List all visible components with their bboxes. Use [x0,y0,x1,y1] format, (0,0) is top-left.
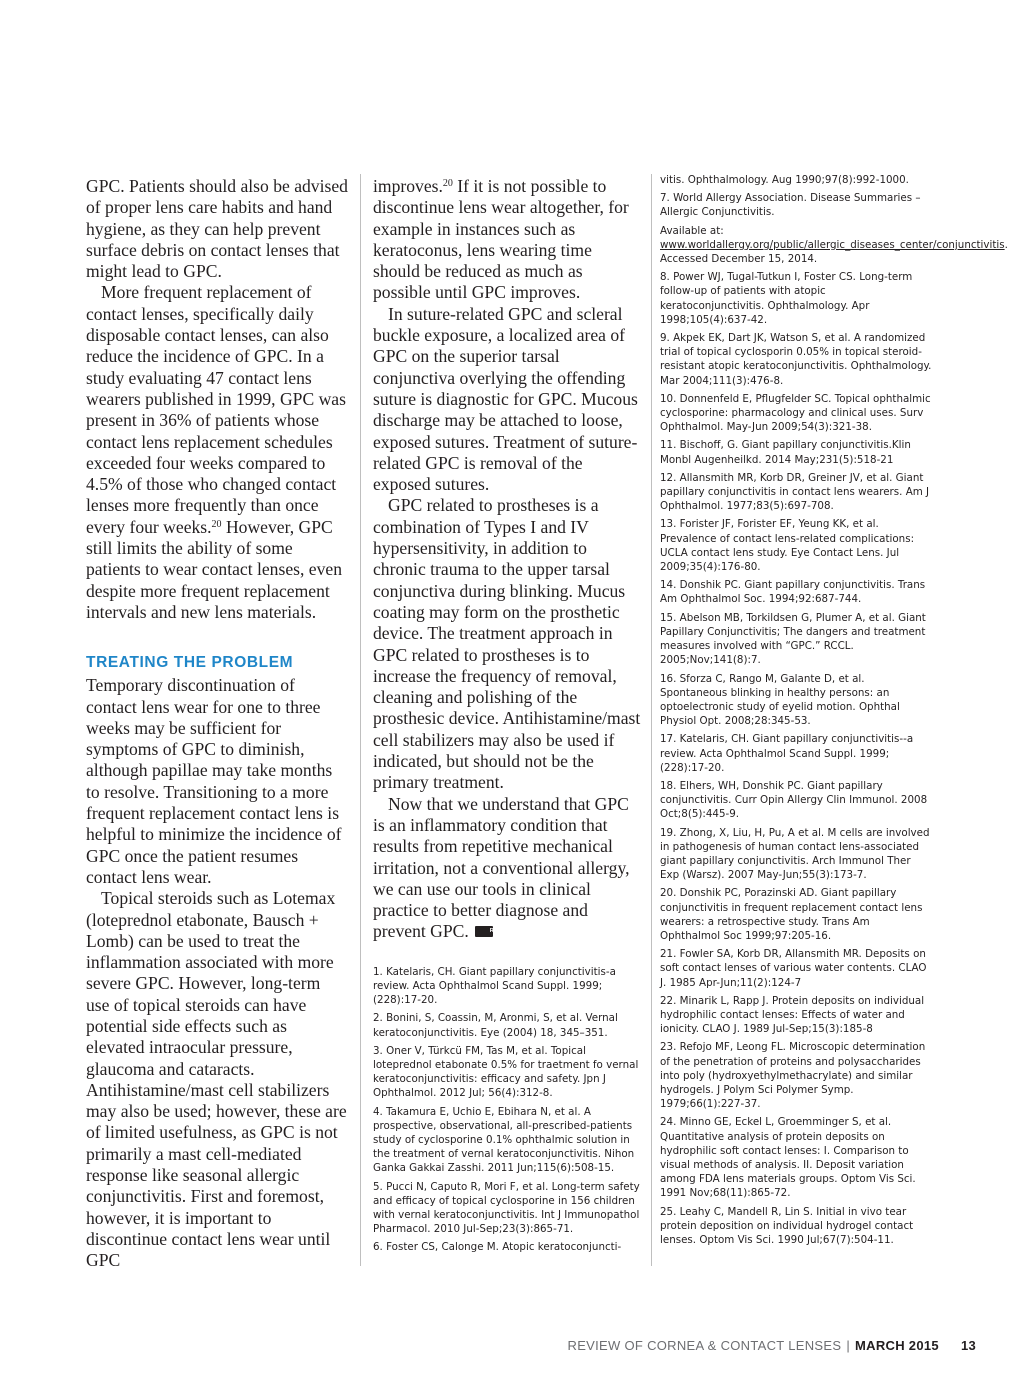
page-footer [568,1338,976,1353]
paragraph-text: More frequent replacement of contact lenses, specifically daily disposable contact lenses, can also reduce the incidence of GPC. In a study evaluating 47 contact lens wearers published in 1999, GPC was present in 36% of patients whose contact lens replacement schedules exceeded four weeks compared to 4.5% of those who changed contact lenses more frequently than once every four weeks. [86,282,346,537]
reference-item: 17. Katelaris, CH. Giant papillary conjunctivitis--a review. Acta Ophthalmol Scand Suppl. 1999;(228):17-20. [660,733,914,774]
paragraph-text: If it is not possible to discontinue lens wear altogether, for example in instances such as keratoconus, lens wearing time should be reduced as much as possible until GPC improves. [373,176,629,303]
reference-item: 22. Minarik L, Rapp J. Protein deposits on individual hydrophilic contact lenses: Effects of water and ionicity. CLAO J. 1989 Jul-Sep;15(3):185-8 [660,994,925,1036]
citation-superscript: 20 [211,518,222,530]
article-column-2 [373,176,641,1259]
reference-item: 21. Fowler SA, Korb DR, Allansmith MR. Deposits on soft contact lenses of various water contents. CLAO J. 1985 Apr-Jun;11(2):124-7 [660,948,927,989]
reference-item: 25. Leahy C, Mandell R, Lin S. Initial in vivo tear protein deposition on individual hydrogel contact lenses. Optom Vis Sci. 1990 Jul;67(7):504-11. [660,1205,914,1247]
reference-item: 18. Elhers, WH, Donshik PC. Giant papillary conjunctivitis. Curr Opin Allergy Clin Immunol. 2008 Oct;8(5):445-9. [660,779,928,821]
reference-item: 20. Donshik PC, Porazinski AD. Giant papillary conjunctivitis in frequent replacement contact lens wearers: a retrospective study. Trans Am Ophthalmol Soc 1999;97:205-16. [660,887,923,942]
reference-availability [660,224,1008,267]
reference-item: 13. Forister JF, Forister EF, Yeung KK, et al. Prevalence of contact lens-related complications: UCLA contact lens study. Eye Contact Lens. Jul 2009;35(4):176-80. [660,518,915,574]
column-divider [651,174,652,1266]
references-column [660,173,1008,1251]
section-heading: TREATING THE PROBLEM [86,654,294,672]
paragraph: GPC. Patients should also be advised of proper lens care habits and hand hygiene, as they can help prevent surface debris on contact lenses that might lead to GPC. [86,176,348,282]
paragraph-text: Now that we understand that GPC is an inflammatory condition that results from repetitive mechanical irritation, not a conventional allergy, we can use our tools in clinical practice to better diagnose and prevent GPC. [373,793,630,942]
paragraph: Temporary discontinuation of contact lens wear for one to three weeks may be sufficient for symptoms of GPC to diminish, although papillae may take months to resolve. Transitioning to a more frequent replacement contact lens is helpful to minimize the incidence of GPC once the patient resumes contact lens wear. [86,675,342,887]
issue-date: MARCH 2015 [855,1338,939,1353]
paragraph-text: improves. [373,176,443,196]
reference-item: 19. Zhong, X, Liu, H, Pu, A et al. M cells are involved in pathogenesis of human contact lens-associated giant papillary conjunctivitis. Arch Immunol Ther Exp (Warsz). 2007 May-Jun;55(3):173-7. [660,826,930,882]
reference-item: 16. Sforza C, Rango M, Galante D, et al. Spontaneous blinking in healthy persons: an optoelectronic study of eyelid motion. Ophthal Physiol Opt. 2008;28:345-53. [660,672,900,728]
paragraph-text: However, GPC still limits the ability of some patients to wear contact lenses, even despite more frequent replacement intervals and new lens materials. [86,516,342,622]
article-column-1 [86,176,348,1272]
reference-item: 1. Katelaris, CH. Giant papillary conjunctivitis-a review. Acta Ophthalmol Scand Suppl. 1999;(228):17-20. [373,965,616,1007]
reference-link[interactable]: www.worldallergy.org/public/allergic_diseases_center/conjunctivitis [660,238,1005,251]
reference-item: 6. Foster CS, Calonge M. Atopic keratoconjuncti- [373,1241,622,1254]
citation-superscript: 20 [442,178,453,189]
reference-item: 15. Abelson MB, Torkildsen G, Plumer A, et al. Giant Papillary Conjunctivitis; The dangers and treatment measures involved with “GPC.” RCCL. 2005;Nov;141(8):7. [660,611,926,667]
reference-item: 11. Bischoff, G. Giant papillary conjunctivitis.Klin Monbl Augenheilkd. 2014 May;231(5):518-21 [660,439,911,466]
paragraph [373,176,641,304]
footer-separator: | [846,1338,851,1353]
reference-item: 3. Oner V, Türkcü FM, Tas M, et al. Topical loteprednol etabonate 0.5% for traetment fo vernal keratoconjunctivitis: efficacy and safety. Jpn J Ophthalmol. 2012 Jul; 56(4):312-8. [373,1044,639,1100]
reference-item: 23. Refojo MF, Leong FL. Microscopic determination of the penetration of proteins and polysaccharides into poly (hydroxyethylmethacrylate) and similar hydrogels. J Polym Sci Polymer Symp. 1979;66(1):227-37. [660,1041,926,1111]
rccl-logo-text: RCCL [489,927,506,934]
reference-item: 14. Donshik PC. Giant papillary conjunctivitis. Trans Am Ophthalmol Soc. 1994;92:687-744. [660,579,926,606]
reference-item: 24. Minno GE, Eckel L, Groemminger S, et al. Quantitative analysis of protein deposits on hydrophilic soft contact lenses: I. Comparison to visual methods of analysis. II. Deposit variation among FDA lens materials groups. Optom Vis Sci. 1991 Nov;68(11):865-72. [660,1116,916,1200]
paragraph [373,794,641,943]
reference-item: 2. Bonini, S, Coassin, M, Aronmi, S, et al. Vernal keratoconjunctivitis. Eye (2004) 18, 345–351. [373,1012,618,1039]
paragraph: Topical steroids such as Lotemax (loteprednol etabonate, Bausch + Lomb) can be used to treat the inflammation associated with more severe GPC. However, long-term use of topical steroids can have potential side effects such as elevated intraocular pressure, glaucoma and cataracts. Antihistamine/mast cell stabilizers may also be used; however, these are of limited usefulness, as GPC is not primarily a mast cell-mediated response like seasonal allergic conjunctivitis. First and foremost, however, it is important to discontinue contact lens wear until GPC [86,888,347,1271]
reference-item: vitis. Ophthalmology. Aug 1990;97(8):992-1000. [660,174,909,186]
reference-item: 7. World Allergy Association. Disease Summaries – Allergic Conjunctivitis. [660,192,921,219]
paragraph: In suture-related GPC and scleral buckle exposure, a localized area of GPC on the superior tarsal conjunctiva overlying the offending suture is diagnostic for GPC. Mucous discharge may be attached to loose, exposed sutures. Treatment of suture-related GPC is removal of the exposed sutures. [373,303,638,495]
availability-suffix: . Accessed December 15, 2014. [660,238,1008,266]
reference-item: 10. Donnenfeld E, Pflugfelder SC. Topical ophthalmic cyclosporine: pharmacology and clinical uses. Surv Ophthalmol. May-Jun 2009;54(3):321-38. [660,392,931,434]
references-list [373,965,641,1255]
reference-item: 9. Akpek EK, Dart JK, Watson S, et al. A randomized trial of topical cyclosporin 0.05% in topical steroid-resistant atopic keratoconjunctivitis. Ophthalmology. Mar 2004;111(3):476-8. [660,332,932,387]
article-text [373,176,641,943]
publication-name: REVIEW OF CORNEA & CONTACT LENSES [567,1338,842,1353]
paragraph [86,282,348,623]
reference-item: 8. Power WJ, Tugal-Tutkun I, Foster CS. Long-term follow-up of patients with atopic keratoconjunctivitis. Ophthalmology. Apr 1998;105(4):637-42. [660,271,913,326]
page-number: 13 [960,1338,976,1353]
paragraph: GPC related to prostheses is a combination of Types I and IV hypersensitivity, in addition to chronic trauma to the upper tarsal conjunctiva during blinking. Mucus coating may form on the prosthetic device. The treatment approach in GPC related to prostheses is to increase the frequency of removal, cleaning and polishing of the prosthesic device. Antihistamine/mast cell stabilizers may also be used if indicated, but should not be the primary treatment. [373,495,641,793]
rccl-end-mark-icon [475,926,506,937]
reference-item: 4. Takamura E, Uchio E, Ebihara N, et al. A prospective, observational, all-prescribed-patients study of cyclosporine 0.1% ophthalmic solution in the treatment of vernal keratoconjunctivitis. Nihon Ganka Gakkai Zasshi. 2011 Jun;115(6):508-15. [373,1105,635,1175]
reference-item: 5. Pucci N, Caputo R, Mori F, et al. Long-term safety and efficacy of topical cyclosporine in 156 children with vernal keratoconjunctivitis. Int J Immunopathol Pharmacol. 2010 Jul-Sep;23(3):865-71. [373,1180,640,1236]
availability-prefix: Available at: [660,224,724,237]
reference-item: 12. Allansmith MR, Korb DR, Greiner JV, et al. Giant papillary conjunctivitis in contact lens wearers. Am J Ophthalmol. 1977;83(5):697-708. [660,471,930,513]
column-divider [360,174,361,1266]
